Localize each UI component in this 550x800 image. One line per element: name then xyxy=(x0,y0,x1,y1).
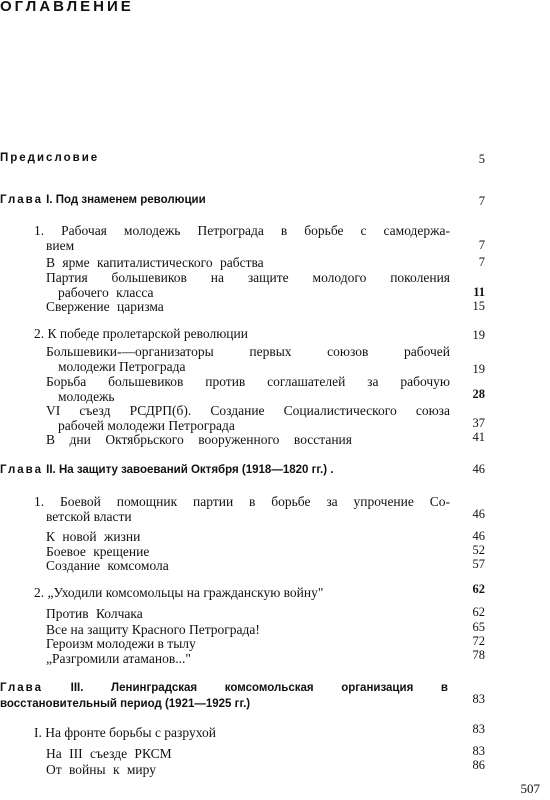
toc-entry-1-1a-page: 7 xyxy=(478,255,485,269)
toc-entry-3-1a: На III съезде РКСМ xyxy=(46,746,172,761)
toc-entry-1-2a-line1: Большевики-—организаторы первых союзов рабочей xyxy=(46,344,450,359)
toc-entry-2-2d: „Разгромили атаманов..." xyxy=(46,651,191,666)
chapter-title: II. На защиту завоеваний Октября (1918—1820 гг.) . xyxy=(46,464,334,476)
toc-preface-label: Предисловие xyxy=(0,152,100,164)
toc-entry-2-1a: К новой жизни xyxy=(46,529,141,544)
toc-section-1-2: 2. К победе пролетарской революции xyxy=(34,326,248,341)
toc-entry-1-2c-line1: VI съезд РСДРП(б). Создание Социалистического союза xyxy=(46,403,450,418)
toc-chapter-2-page: 46 xyxy=(472,462,485,476)
toc-section-1-1-line2: вием xyxy=(46,238,75,253)
chapter-word: Глава xyxy=(0,682,43,694)
toc-chapter-1 xyxy=(0,194,206,206)
toc-section-1-1-page: 7 xyxy=(478,238,485,252)
page-title: ОГЛАВЛЕНИЕ xyxy=(0,0,134,15)
toc-entry-1-1b-line2: рабочего класса xyxy=(58,285,154,300)
toc-preface-page: 5 xyxy=(478,152,485,166)
toc-entry-2-1b-page: 52 xyxy=(472,543,485,557)
toc-entry-1-2c-line2: рабочей молодежи Петрограда xyxy=(58,418,235,433)
toc-section-1-2-page: 19 xyxy=(472,328,485,342)
chapter-word: Глава xyxy=(0,194,43,206)
toc-chapter-3-line2: восстановительный период (1921—1925 гг.) xyxy=(0,698,251,710)
toc-section-2-1-line2: ветской власти xyxy=(46,509,132,524)
chapter-title: I. Под знаменем революции xyxy=(46,194,206,206)
toc-entry-2-1c-page: 57 xyxy=(472,557,485,571)
chapter-word: Глава xyxy=(0,464,43,476)
toc-entry-2-1c: Создание комсомола xyxy=(46,558,169,573)
toc-entry-3-1b: От войны к миру xyxy=(46,762,156,777)
toc-entry-1-2b-page: 28 xyxy=(472,387,485,401)
toc-entry-1-2b-line2: молодежь xyxy=(58,389,115,404)
toc-section-2-2-page: 62 xyxy=(472,582,485,596)
toc-entry-2-2d-page: 78 xyxy=(472,648,485,662)
toc-entry-1-2d: В дни Октябрьского вооруженного восстания xyxy=(46,432,352,447)
toc-section-1-1-line1: 1. Рабочая молодежь Петрограда в борьбе с самодержа- xyxy=(34,223,450,238)
toc-section-3-1: I. На фронте борьбы с разрухой xyxy=(34,725,216,740)
toc-entry-2-2a-page: 62 xyxy=(472,605,485,619)
toc-entry-1-2c-page: 37 xyxy=(472,416,485,430)
toc-entry-2-2c-page: 72 xyxy=(472,634,485,648)
toc-entry-2-2b-page: 65 xyxy=(472,620,485,634)
toc-entry-1-1c: Свержение царизма xyxy=(46,299,164,314)
toc-entry-1-1b-line1: Партия большевиков на защите молодого поколения xyxy=(46,270,450,285)
toc-chapter-1-page: 7 xyxy=(478,194,485,208)
toc-entry-2-2c: Героизм молодежи в тылу xyxy=(46,636,196,651)
toc-entry-1-1b-page: 11 xyxy=(473,285,485,299)
toc-entry-2-1a-page: 46 xyxy=(472,529,485,543)
toc-entry-1-2a-line2: молодежи Петрограда xyxy=(58,359,186,374)
toc-entry-3-1b-page: 86 xyxy=(472,758,485,772)
toc-section-2-1-line1: 1. Боевой помощник партии в борьбе за упрочение Со- xyxy=(34,494,450,509)
toc-chapter-3-line1 xyxy=(0,682,448,694)
toc-chapter-2 xyxy=(0,464,333,476)
chapter-title: III. Ленинградская комсомольская организация в xyxy=(70,682,448,694)
toc-section-2-2: 2. „Уходили комсомольцы на гражданскую войну" xyxy=(34,585,324,600)
toc-section-3-1-page: 83 xyxy=(472,722,485,736)
page-number: 507 xyxy=(520,781,540,796)
toc-entry-1-2b-line1: Борьба большевиков против соглашателей за рабочую xyxy=(46,374,450,389)
toc-entry-2-2a: Против Колчака xyxy=(46,606,143,621)
toc-chapter-3-page: 83 xyxy=(472,692,485,706)
toc-entry-3-1a-page: 83 xyxy=(472,744,485,758)
toc-entry-1-2a-page: 19 xyxy=(472,362,485,376)
toc-section-2-1-page: 46 xyxy=(472,507,485,521)
toc-entry-1-1a: В ярме капиталистического рабства xyxy=(46,255,264,270)
toc-entry-2-2b: Все на защиту Красного Петрограда! xyxy=(46,622,260,637)
toc-entry-1-2d-page: 41 xyxy=(472,430,485,444)
toc-entry-1-1c-page: 15 xyxy=(472,299,485,313)
toc-entry-2-1b: Боевое крещение xyxy=(46,544,150,559)
